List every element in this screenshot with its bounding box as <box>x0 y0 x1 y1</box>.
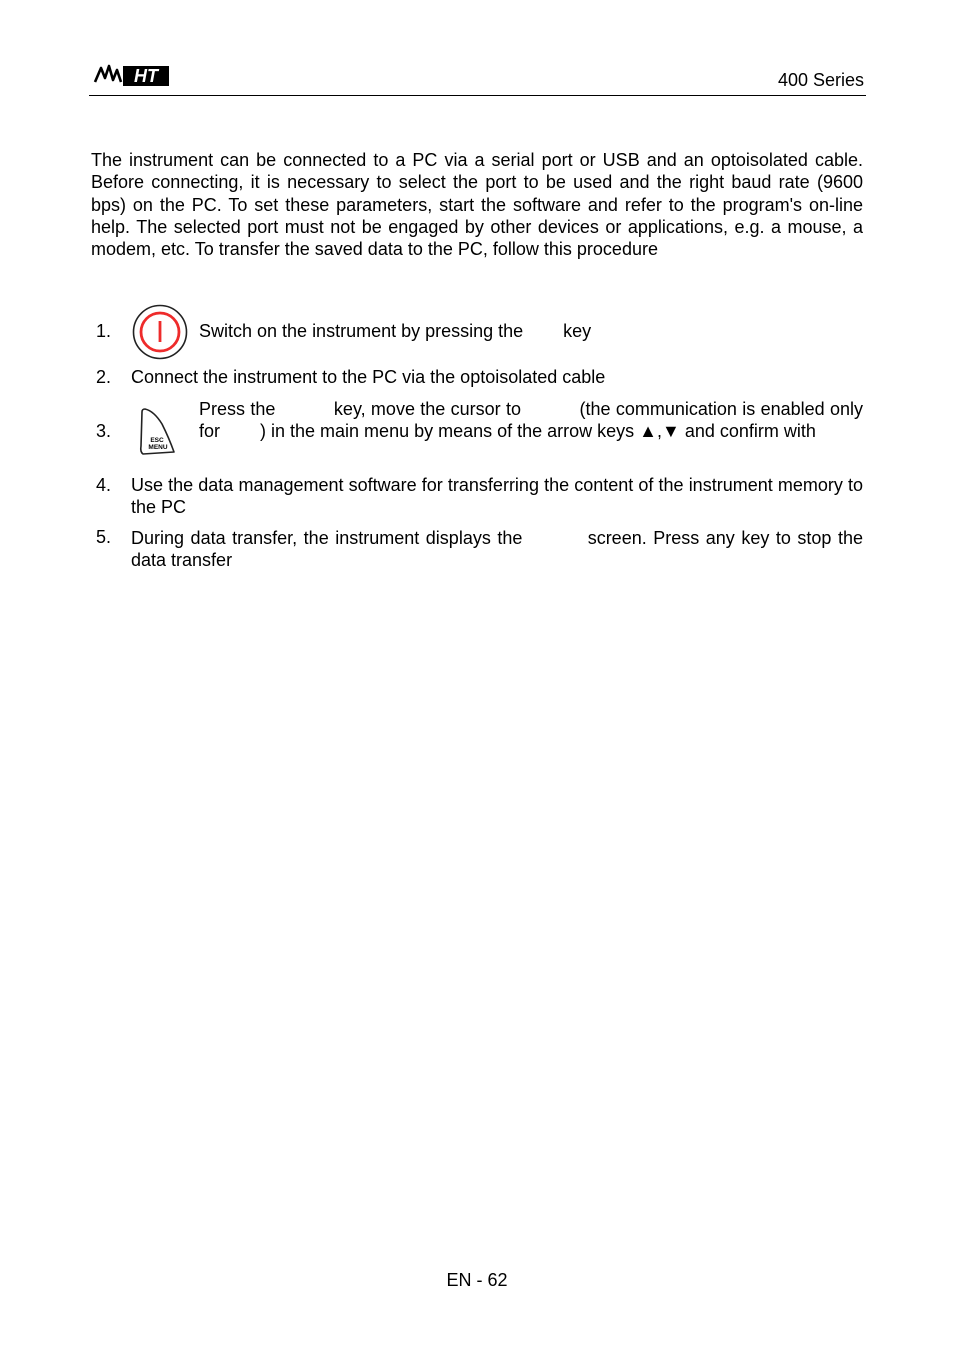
step-5-number: 5. <box>96 527 112 547</box>
step-4-text: Use the data management software for transferring the content of the instrument memory to the PC <box>131 475 869 518</box>
svg-text:MENU: MENU <box>148 444 168 451</box>
step-3-number: 3. <box>96 421 112 441</box>
step-2-number: 2. <box>96 367 112 387</box>
page-header <box>89 56 866 96</box>
page-number: EN - 62 <box>446 1270 508 1290</box>
step-2-text: Connect the instrument to the PC via the optoisolated cable <box>131 367 606 387</box>
step-3-text: Press the key, move the cursor to (the communication is enabled only for ) in the main menu by means of the arrow keys ▲,▼ and confirm with <box>199 399 869 442</box>
svg-text:HT: HT <box>134 66 158 86</box>
svg-text:ESC: ESC <box>150 437 164 444</box>
intro-paragraph: The instrument can be connected to a PC via a serial port or USB and an optoisolated cable. Before connecting, it is necessary to select the port to be used and the right baud rate (9600 bps) on the PC. To set these parameters, start the software and refer to the program's on-line help. The selected port must not be engaged by other devices or applications, e.g. a mouse, a modem, etc. To transfer the saved data to the PC, follow this procedure <box>91 150 863 260</box>
step-5-text: During data transfer, the instrument displays the screen. Press any key to stop the data transfer <box>131 528 869 571</box>
step-4-number: 4. <box>96 475 112 495</box>
esc-menu-key-icon <box>138 406 178 463</box>
step-1-number: 1. <box>96 321 112 341</box>
series-label: 400 Series <box>777 70 864 90</box>
ht-logo <box>93 62 171 93</box>
power-button-icon <box>131 303 189 366</box>
step-1-text: Switch on the instrument by pressing the key <box>199 321 592 341</box>
